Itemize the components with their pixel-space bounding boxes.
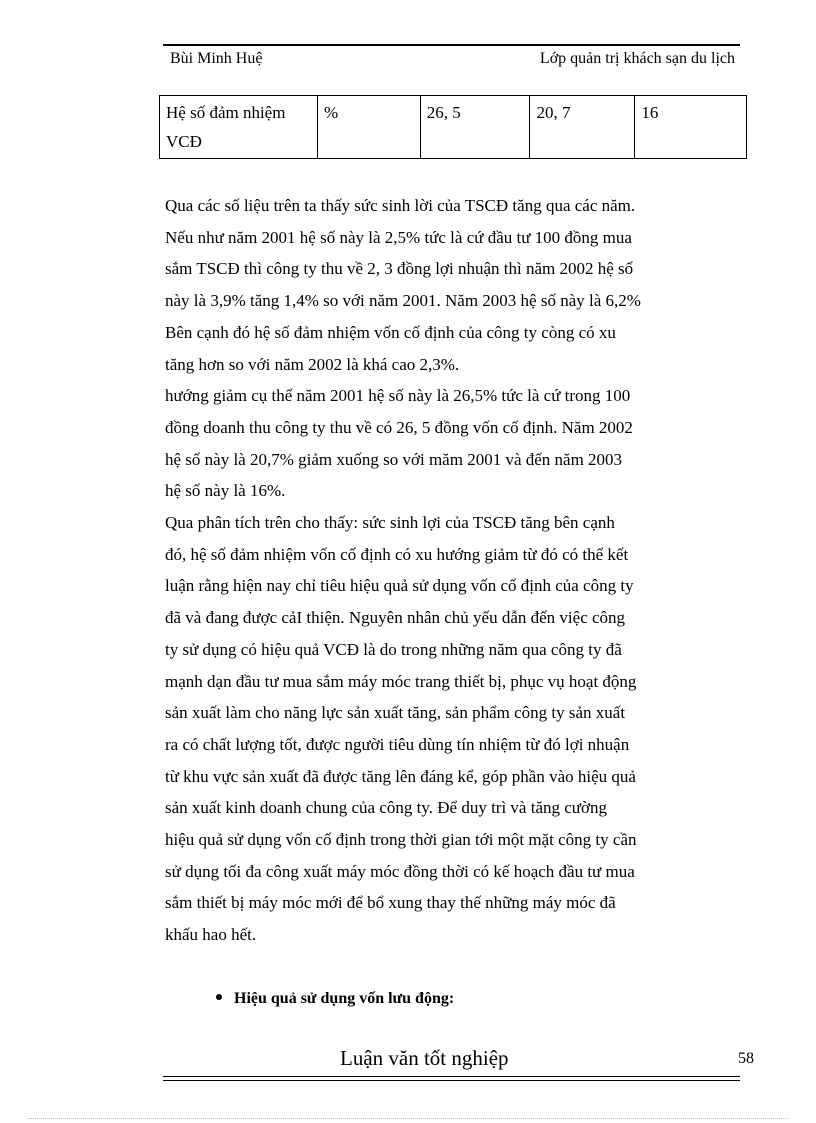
table-row [160,96,747,159]
table-cell-indicator: Hệ số đảm nhiệm VCĐ [160,96,318,159]
footer-rule [163,1080,740,1081]
text-line: đó, hệ số đảm nhiệm vốn cố định có xu hướng giảm từ đó có thể kết [165,544,629,564]
text-line: đồng doanh thu công ty thu về có 26, 5 đồng vốn cố định. Năm 2002 [165,417,633,437]
efficiency-table [159,95,747,159]
text-line: sản xuất làm cho năng lực sản xuất tăng, sản phẩm công ty sản xuất [165,703,626,723]
body-paragraph [165,190,745,951]
section-heading-text: Hiệu quả sử dụng vốn lưu động: [234,990,455,1007]
footer-rule [163,1076,740,1077]
bullet-icon [216,994,222,1000]
text-line: hệ số này là 20,7% giảm xuống so với măm 2001 và đến năm 2003 [165,449,623,469]
text-line: Bên cạnh đó hệ số đảm nhiệm vốn cố định của công ty còng có xu [165,322,616,342]
section-heading [216,990,454,1008]
text-line: sản xuất kinh doanh chung của công ty. Để duy trì và tăng cường [165,798,607,818]
text-line: đã và đang được cảI thiện. Nguyên nhân chủ yếu dẫn đến việc công [165,608,626,628]
text-line: tăng hơn so với năm 2002 là khá cao 2,3%. [165,354,460,374]
text-line: hiệu quả sử dụng vốn cố định trong thời gian tới một mặt công ty cần [165,830,637,850]
table-cell-unit: % [317,96,420,159]
text-line: từ khu vực sản xuất đã được tăng lên đáng kể, góp phần vào hiệu quả [165,766,636,786]
table-cell-2001: 26, 5 [420,96,530,159]
header-author: Bùi Minh Huệ [170,50,263,67]
text-line: Qua phân tích trên cho thấy: sức sinh lợi của TSCĐ tăng bên cạnh [165,513,615,533]
header-rule [163,44,740,46]
footer-title: Luận văn tốt nghiệp [340,1046,509,1070]
text-line: hướng giảm cụ thể năm 2001 hệ số này là 26,5% tức là cứ trong 100 [165,386,631,406]
text-line: hệ số này là 16%. [165,481,286,501]
text-line: luận rằng hiện nay chỉ tiêu hiệu quả sử dụng vốn cố định của công ty [165,576,634,596]
text-line: này là 3,9% tăng 1,4% so với năm 2001. Năm 2003 hệ số này là 6,2% [165,291,641,311]
text-line: sắm TSCĐ thì công ty thu về 2, 3 đồng lợi nhuận thì năm 2002 hệ số [165,259,634,279]
table-cell-2003: 16 [635,96,747,159]
page-bottom-edge [28,1118,788,1119]
text-line: sắm thiết bị máy móc mới để bổ xung thay thế những máy móc đã [165,893,616,913]
text-line: Qua các số liệu trên ta thấy sức sinh lời của TSCĐ tăng qua các năm. [165,196,636,215]
table-cell-2002: 20, 7 [530,96,635,159]
text-line: Nếu như năm 2001 hệ số này là 2,5% tức là cứ đầu tư 100 đồng mua [165,227,632,247]
header-class: Lớp quản trị khách sạn du lịch [539,50,735,67]
text-line: sử dụng tối đa công xuất máy móc đồng thời có kế hoạch đầu tư mua [165,861,635,881]
text-line: ra có chất lượng tốt, được người tiêu dùng tín nhiệm từ đó lợi nhuận [165,734,630,754]
text-line: ty sử dụng có hiệu quả VCĐ là do trong những năm qua công ty đã [165,639,622,659]
text-line: mạnh dạn đầu tư mua sắm máy móc trang thiết bị, phục vụ hoạt động [165,671,637,691]
page-number: 58 [738,1050,754,1067]
text-line: khấu hao hết. [165,925,257,945]
